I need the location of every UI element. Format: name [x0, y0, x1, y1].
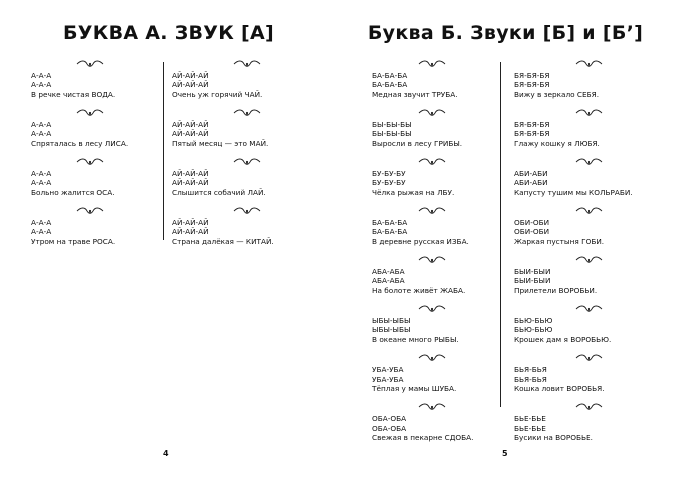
flourish-ornament-icon	[31, 158, 149, 166]
stanza-line: БЫИ-БЫИ	[514, 276, 551, 286]
right-column-1	[372, 60, 492, 452]
stanza-line: Слышится собачий ЛАЙ.	[172, 187, 266, 197]
stanza-line: А-А-А	[31, 218, 52, 228]
stanza-line: БЯ-БЯ-БЯ	[514, 129, 550, 139]
stanza-line: БЯ-БЯ-БЯ	[514, 80, 550, 90]
stanza	[514, 305, 664, 344]
stanza-line: БА-БА-БА	[372, 80, 408, 90]
stanza-line: БЫИ-БЫИ	[514, 267, 551, 277]
right-page-number: 5	[502, 449, 508, 458]
left-column-divider	[163, 62, 164, 240]
stanza-line: БЯ-БЯ-БЯ	[514, 120, 550, 130]
stanza	[172, 109, 322, 148]
right-column-2	[514, 60, 664, 452]
flourish-ornament-icon	[372, 109, 492, 117]
stanza-line: Глажу кошку я ЛЮБЯ.	[514, 138, 600, 148]
flourish-ornament-icon	[372, 256, 492, 264]
flourish-ornament-icon	[31, 109, 149, 117]
stanza	[172, 60, 322, 99]
stanza-line: БЫ-БЫ-БЫ	[372, 129, 412, 139]
stanza	[172, 207, 322, 246]
stanza-line: ЫБЫ-ЫБЫ	[372, 316, 411, 326]
stanza-line: Очень уж горячий ЧАЙ.	[172, 89, 263, 99]
stanza	[514, 256, 664, 295]
stanza	[372, 256, 492, 295]
stanza-line: Вижу в зеркало СЕБЯ.	[514, 89, 600, 99]
left-column-1	[31, 60, 149, 256]
flourish-ornament-icon	[514, 158, 664, 166]
flourish-ornament-icon	[372, 207, 492, 215]
stanza	[372, 158, 492, 197]
flourish-ornament-icon	[514, 256, 664, 264]
stanza-line: Чёлка рыжая на ЛБУ.	[372, 187, 455, 197]
stanza-line: БЬЕ-БЬЕ	[514, 414, 546, 424]
stanza-line: Кошка ловит ВОРОБЬЯ.	[514, 383, 605, 393]
stanza-line: БЬЮ-БЬЮ	[514, 325, 553, 335]
stanza-line: АБИ-АБИ	[514, 178, 548, 188]
left-page-number: 4	[163, 449, 169, 458]
flourish-ornament-icon	[172, 158, 322, 166]
left-page-title: БУКВА А. ЗВУК [А]	[63, 22, 274, 44]
stanza-line: АЙ-АЙ-АЙ	[172, 227, 209, 237]
stanza-line: БА-БА-БА	[372, 218, 408, 228]
stanza-line: БЫ-БЫ-БЫ	[372, 120, 412, 130]
flourish-ornament-icon	[172, 207, 322, 215]
stanza-line: АЙ-АЙ-АЙ	[172, 120, 209, 130]
right-page-title: Буква Б. Звуки [Б] и [Б’]	[367, 22, 644, 44]
stanza-line: АЙ-АЙ-АЙ	[172, 169, 209, 179]
flourish-ornament-icon	[514, 207, 664, 215]
right-column-divider	[500, 62, 501, 407]
flourish-ornament-icon	[372, 158, 492, 166]
stanza-line: БЬЯ-БЬЯ	[514, 374, 547, 384]
stanza-line: ОБА-ОБА	[372, 423, 407, 433]
stanza	[514, 403, 664, 442]
stanza-line: Бусики на ВОРОБЬЕ.	[514, 432, 593, 442]
stanza	[514, 207, 664, 246]
stanza-line: Спряталась в лесу ЛИСА.	[31, 138, 129, 148]
stanza	[514, 60, 664, 99]
stanza-line: Пятый месяц — это МАЙ.	[172, 138, 269, 148]
stanza-line: АЙ-АЙ-АЙ	[172, 80, 209, 90]
stanza-line: А-А-А	[31, 120, 52, 130]
left-column-2	[172, 60, 322, 256]
stanza	[31, 207, 149, 246]
stanza-line: БУ-БУ-БУ	[372, 169, 406, 179]
stanza-line: А-А-А	[31, 178, 52, 188]
stanza-line: УБА-УБА	[372, 365, 404, 375]
stanza-line: БА-БА-БА	[372, 227, 408, 237]
stanza-line: АБА-АБА	[372, 276, 405, 286]
stanza	[372, 354, 492, 393]
stanza-line: Выросли в лесу ГРИБЫ.	[372, 138, 463, 148]
stanza-line: А-А-А	[31, 227, 52, 237]
stanza-line: А-А-А	[31, 71, 52, 80]
stanza-line: АЙ-АЙ-АЙ	[172, 71, 209, 80]
stanza-line: БЬЮ-БЬЮ	[514, 316, 553, 326]
stanza-line: БЬЯ-БЬЯ	[514, 365, 547, 375]
stanza-line: Медная звучит ТРУБА.	[372, 89, 458, 99]
stanza-line: АЙ-АЙ-АЙ	[172, 178, 209, 188]
right-page	[337, 0, 674, 482]
stanza-line: Страна далёкая — КИТАЙ.	[172, 236, 274, 246]
flourish-ornament-icon	[31, 207, 149, 215]
stanza-line: Утром на траве РОСА.	[31, 236, 116, 246]
stanza	[372, 60, 492, 99]
flourish-ornament-icon	[514, 109, 664, 117]
flourish-ornament-icon	[172, 109, 322, 117]
stanza-line: В океане много РЫБЫ.	[372, 334, 459, 344]
stanza-line: АБИ-АБИ	[514, 169, 548, 179]
stanza-line: ОБА-ОБА	[372, 414, 407, 424]
stanza-line: Больно жалится ОСА.	[31, 187, 115, 197]
stanza-line: ЫБЫ-ЫБЫ	[372, 325, 411, 335]
stanza-line: А-А-А	[31, 169, 52, 179]
stanza	[514, 354, 664, 393]
flourish-ornament-icon	[514, 305, 664, 313]
stanza-line: БЬЕ-БЬЕ	[514, 423, 546, 433]
flourish-ornament-icon	[372, 403, 492, 411]
flourish-ornament-icon	[514, 403, 664, 411]
stanza	[372, 207, 492, 246]
stanza-line: В речке чистая ВОДА.	[31, 89, 116, 99]
stanza-line: А-А-А	[31, 129, 52, 139]
stanza	[172, 158, 322, 197]
flourish-ornament-icon	[172, 60, 322, 68]
stanza-line: БА-БА-БА	[372, 71, 408, 80]
stanza-line: Крошек дам я ВОРОБЬЮ.	[514, 334, 612, 344]
flourish-ornament-icon	[372, 354, 492, 362]
stanza-line: АЙ-АЙ-АЙ	[172, 218, 209, 228]
stanza-line: УБА-УБА	[372, 374, 404, 384]
stanza-line: ОБИ-ОБИ	[514, 227, 550, 237]
stanza	[372, 109, 492, 148]
stanza-line: Жаркая пустыня ГОБИ.	[514, 236, 605, 246]
stanza	[514, 158, 664, 197]
stanza-line: ОБИ-ОБИ	[514, 218, 550, 228]
stanza-line: Капусту тушим мы КОЛЬРАБИ.	[514, 187, 633, 197]
stanza-line: На болоте живёт ЖАБА.	[372, 285, 466, 295]
stanza-line: АЙ-АЙ-АЙ	[172, 129, 209, 139]
stanza	[31, 109, 149, 148]
stanza-line: В деревне русская ИЗБА.	[372, 236, 469, 246]
flourish-ornament-icon	[31, 60, 149, 68]
stanza-line: Тёплая у мамы ШУБА.	[372, 383, 457, 393]
stanza-line: БУ-БУ-БУ	[372, 178, 406, 188]
stanza-line: А-А-А	[31, 80, 52, 90]
stanza	[31, 60, 149, 99]
flourish-ornament-icon	[514, 60, 664, 68]
stanza	[31, 158, 149, 197]
stanza-line: АБА-АБА	[372, 267, 405, 277]
stanza-line: Свежая в пекарне СДОБА.	[372, 432, 474, 442]
stanza-line: БЯ-БЯ-БЯ	[514, 71, 550, 80]
flourish-ornament-icon	[372, 60, 492, 68]
stanza	[372, 305, 492, 344]
stanza-line: Прилетели ВОРОБЬИ.	[514, 285, 598, 295]
flourish-ornament-icon	[514, 354, 664, 362]
stanza	[372, 403, 492, 442]
flourish-ornament-icon	[372, 305, 492, 313]
stanza	[514, 109, 664, 148]
